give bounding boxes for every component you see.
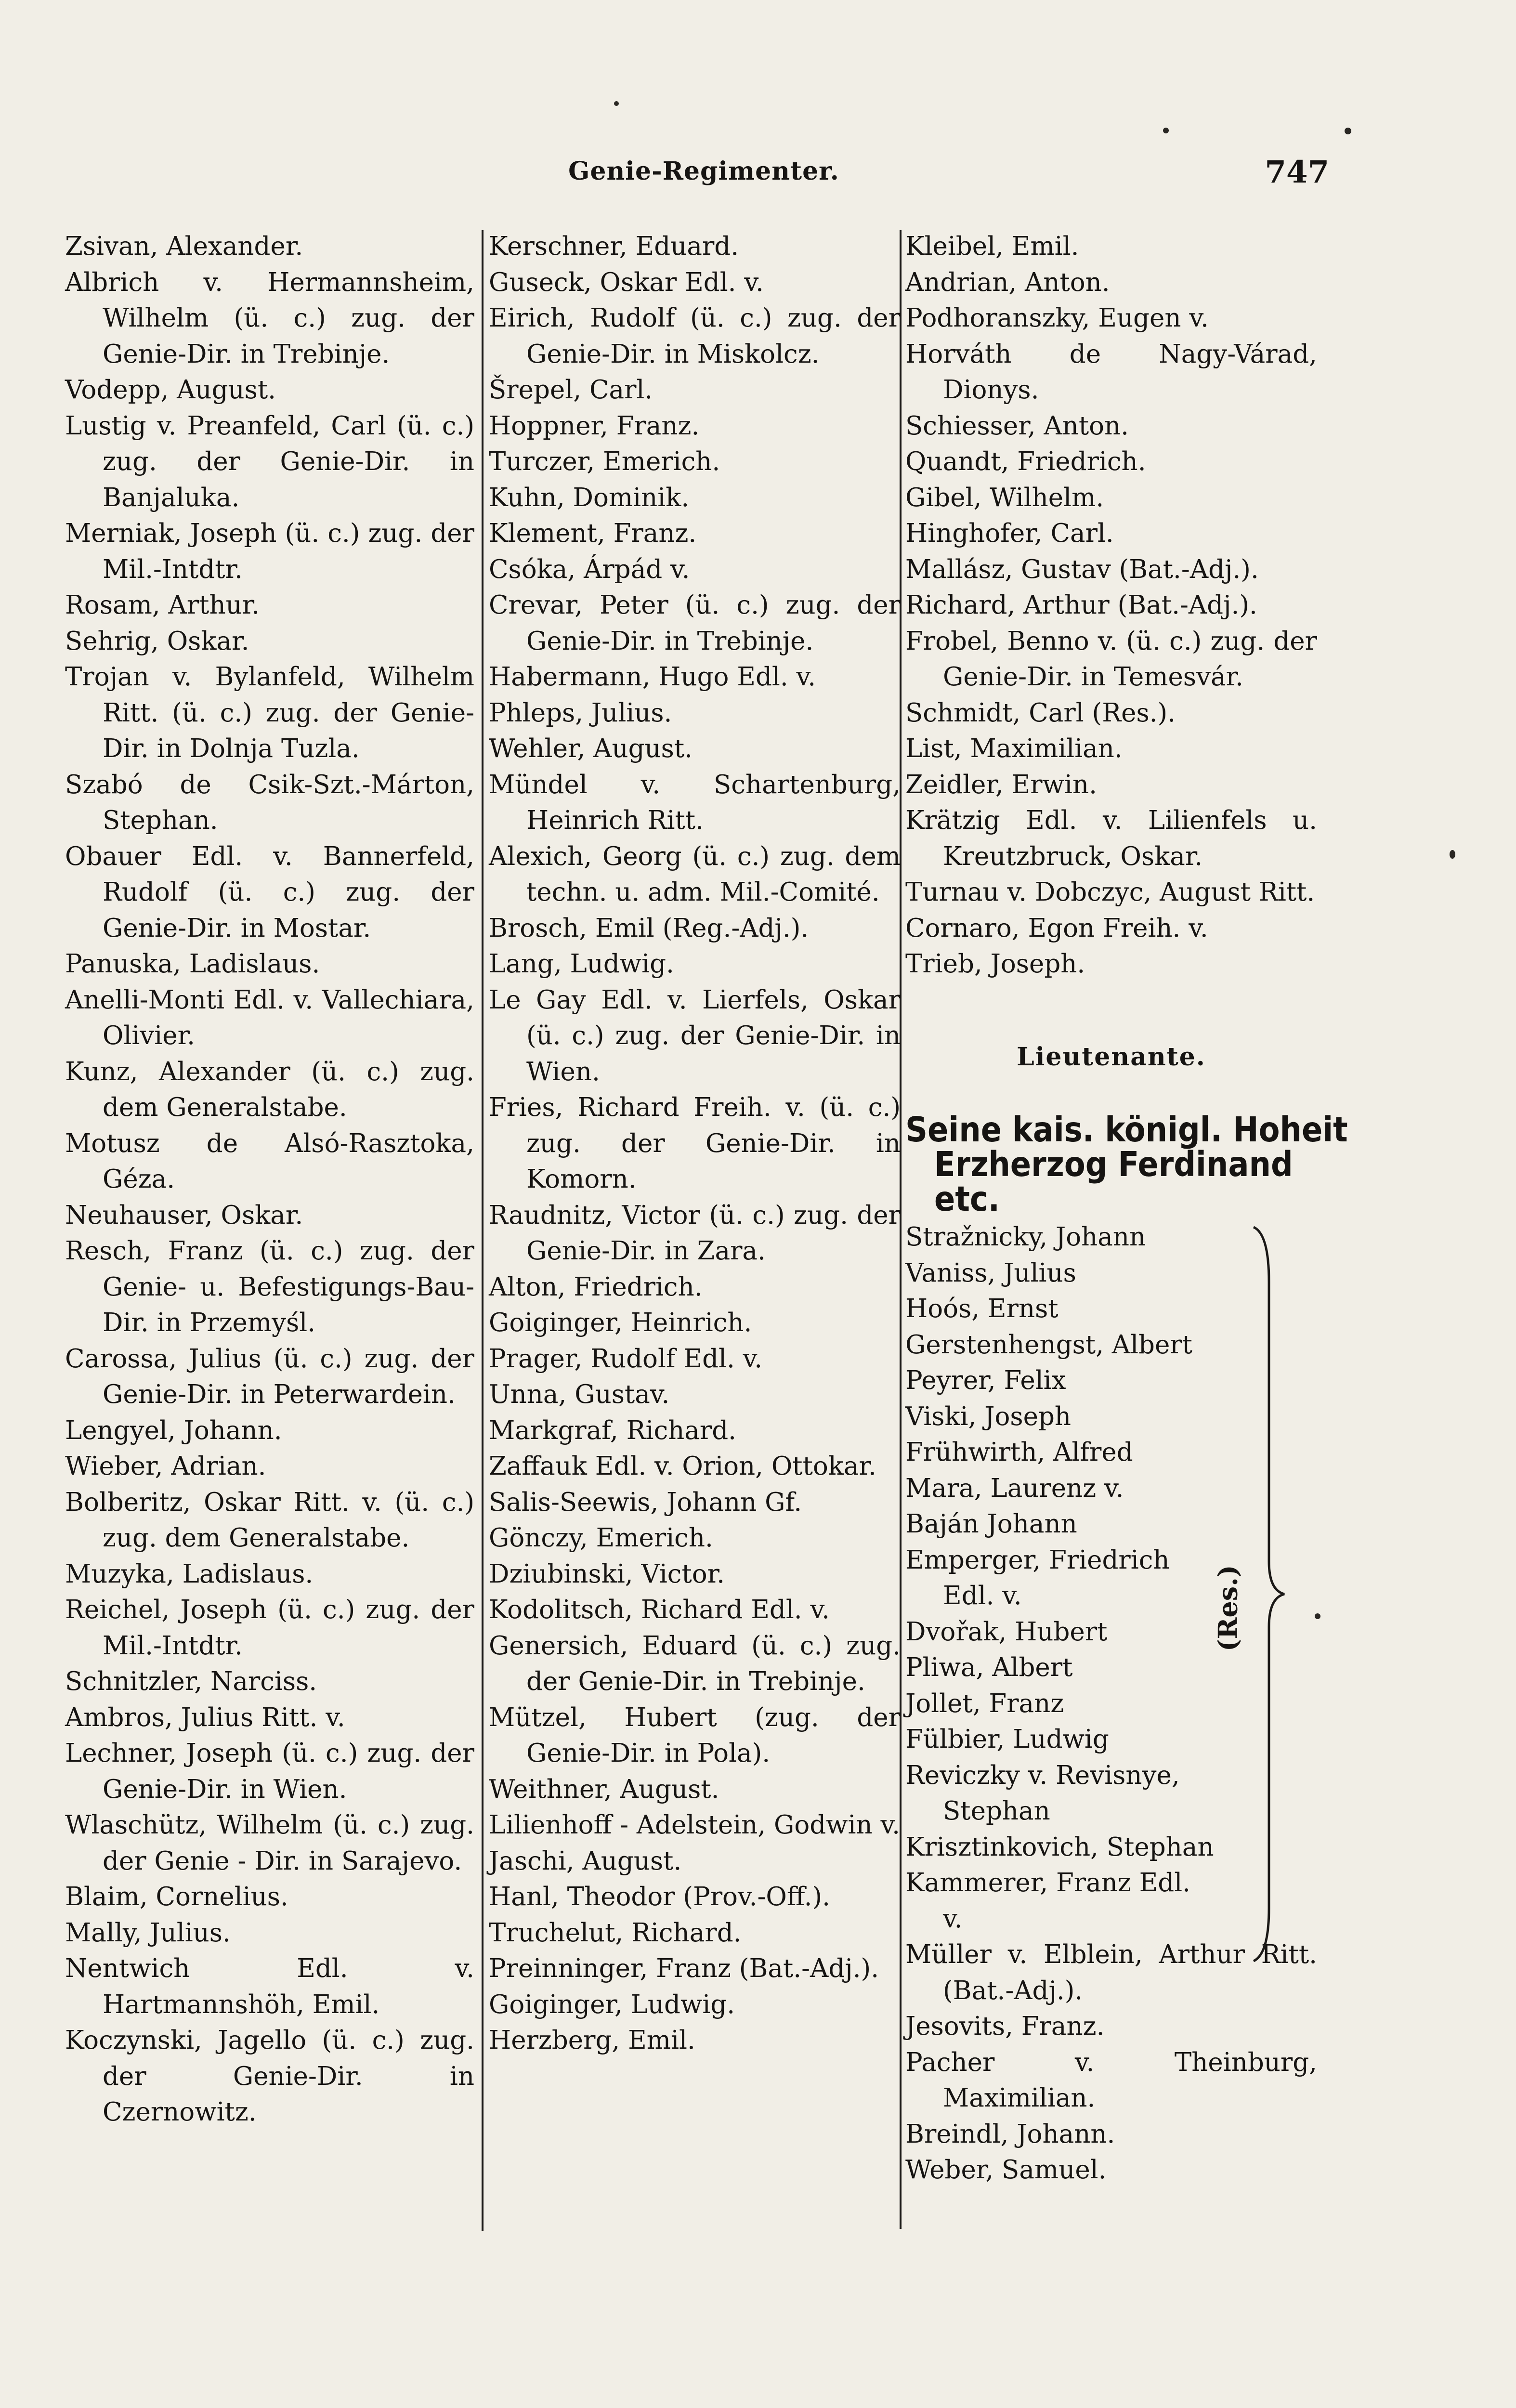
entry: Mallász, Gustav (Bat.-Adj.). (905, 554, 1259, 584)
entry: Eirich, Rudolf (ü. c.) zug. der Genie-Dir. in Miskolcz. (489, 303, 901, 369)
entry: Panuska, Ladislaus. (65, 949, 320, 979)
entry: Baján Johann (905, 1509, 1077, 1539)
entry: Fülbier, Ludwig (905, 1725, 1109, 1754)
entry: Truchelut, Richard. (489, 1918, 742, 1948)
entry: Hinghofer, Carl. (905, 519, 1114, 548)
entry: Preinninger, Franz (Bat.-Adj.). (489, 1954, 879, 1983)
entry: Herzberg, Emil. (489, 2026, 695, 2055)
entry: Resch, Franz (ü. c.) zug. der Genie- u. Befestigungs-Bau-Dir. in Przemyśl. (65, 1236, 474, 1337)
entry: Turnau v. Dobczyc, August Ritt. (905, 877, 1315, 907)
entry: Hoppner, Franz. (489, 411, 700, 441)
entry: Anelli-Monti Edl. v. Vallechiara, Olivier. (65, 985, 474, 1050)
ink-speck (1450, 850, 1455, 859)
ink-speck (1315, 1613, 1320, 1619)
entry: Alton, Friedrich. (489, 1272, 703, 1302)
entry: Csóka, Árpád v. (489, 554, 690, 584)
entry: Gibel, Wilhelm. (905, 483, 1104, 512)
entry: Bolberitz, Oskar Ritt. v. (ü. c.) zug. dem Generalstabe. (65, 1487, 474, 1553)
entry: Pliwa, Albert (905, 1653, 1073, 1682)
running-head-title: Genie-Regimenter. (568, 157, 839, 186)
column-2 (489, 229, 901, 2059)
entry: Jollet, Franz (905, 1688, 1064, 1718)
entry: Wlaschütz, Wilhelm (ü. c.) zug. der Genie - Dir. in Sarajevo. (65, 1810, 474, 1876)
entry: Goiginger, Heinrich. (489, 1308, 752, 1337)
entry: Lilienhoff - Adelstein, Godwin v. (489, 1810, 900, 1840)
entry: Hanl, Theodor (Prov.-Off.). (489, 1882, 830, 1911)
entry: Blaim, Cornelius. (65, 1882, 288, 1911)
entry: Horváth de Nagy-Várad, Dionys. (905, 339, 1317, 405)
entry: Trojan v. Bylanfeld, Wilhelm Ritt. (ü. c.) zug. der Genie-Dir. in Dolnja Tuzla. (65, 662, 474, 763)
royal-entry-line: Seine kais. königl. Hoheit (905, 1110, 1348, 1150)
entry: Goiginger, Ludwig. (489, 1989, 735, 2019)
column-3 (905, 229, 1348, 2188)
entry: Mally, Julius. (65, 1918, 231, 1948)
entry: Weithner, August. (489, 1774, 719, 1804)
entry: Frühwirth, Alfred (905, 1438, 1133, 1467)
entry: Albrich v. Hermannsheim, Wilhelm (ü. c.) zug. der Genie-Dir. in Trebinje. (65, 267, 474, 369)
entry: Lang, Ludwig. (489, 949, 674, 979)
entry: Merniak, Joseph (ü. c.) zug. der Mil.-Intdtr. (65, 519, 474, 584)
entry: Trieb, Joseph. (905, 949, 1085, 979)
entry: Kunz, Alexander (ü. c.) zug. dem Generalstabe. (65, 1057, 474, 1122)
ink-speck (1163, 128, 1169, 133)
entry: Guseck, Oskar Edl. v. (489, 267, 764, 297)
entry: Emperger, Friedrich Edl. v. (905, 1545, 1170, 1610)
entry: Viski, Joseph (905, 1401, 1072, 1431)
entry: Jesovits, Franz. (905, 2012, 1105, 2041)
entry: Szabó de Csik-Szt.-Márton, Stephan. (65, 770, 474, 835)
entry: Schmidt, Carl (Res.). (905, 698, 1176, 728)
entry: Le Gay Edl. v. Lierfels, Oskar (ü. c.) zug. der Genie-Dir. in Wien. (489, 985, 901, 1086)
reserve-brace-icon (1250, 1224, 1288, 1963)
reserve-group (905, 1219, 1317, 1937)
entry: Pacher v. Theinburg, Maximilian. (905, 2047, 1317, 2113)
entry: Lechner, Joseph (ü. c.) zug. der Genie-Dir. in Wien. (65, 1739, 474, 1804)
entry: List, Maximilian. (905, 734, 1123, 763)
royal-entry-line: Erzherzog Ferdinand (934, 1144, 1293, 1184)
entry: Zaffauk Edl. v. Orion, Ottokar. (489, 1452, 876, 1481)
entry: Weber, Samuel. (905, 2155, 1107, 2185)
entry: Crevar, Peter (ü. c.) zug. der Genie-Dir. in Trebinje. (489, 590, 901, 656)
entry: Markgraf, Richard. (489, 1415, 736, 1445)
entry: Wehler, August. (489, 734, 693, 763)
entry: Phleps, Julius. (489, 698, 672, 728)
entry: Muzyka, Ladislaus. (65, 1559, 314, 1589)
entry: Mara, Laurenz v. (905, 1473, 1124, 1503)
entry: Kammerer, Franz Edl. v. (905, 1868, 1191, 1934)
entry: Kuhn, Dominik. (489, 483, 690, 512)
entry: Richard, Arthur (Bat.-Adj.). (905, 590, 1257, 620)
entry: Zeidler, Erwin. (905, 770, 1097, 799)
entry: Nentwich Edl. v. Hartmannshöh, Emil. (65, 1954, 474, 2019)
entry: Quandt, Friedrich. (905, 447, 1146, 476)
entry: Krisztinkovich, Stephan (905, 1832, 1214, 1862)
entry: Raudnitz, Victor (ü. c.) zug. der Genie-Dir. in Zara. (489, 1200, 901, 1266)
entry: Obauer Edl. v. Bannerfeld, Rudolf (ü. c.) zug. der Genie-Dir. in Mostar. (65, 841, 474, 943)
entry: Dvořak, Hubert (905, 1617, 1108, 1647)
entry: Breindl, Johann. (905, 2119, 1115, 2149)
entry: Cornaro, Egon Freih. v. (905, 913, 1208, 943)
entry: Sehrig, Oskar. (65, 626, 249, 656)
entry: Reichel, Joseph (ü. c.) zug. der Mil.-Intdtr. (65, 1595, 474, 1661)
entry: Kleibel, Emil. (905, 232, 1079, 261)
entry: Hoós, Ernst (905, 1294, 1059, 1323)
entry: Brosch, Emil (Reg.-Adj.). (489, 913, 809, 943)
entry: Carossa, Julius (ü. c.) zug. der Genie-Dir. in Peterwardein. (65, 1344, 474, 1409)
royal-entry (905, 1110, 1348, 1219)
entry: Kerschner, Eduard. (489, 232, 739, 261)
column-1 (65, 229, 474, 2131)
entry: Vaniss, Julius (905, 1258, 1076, 1288)
entry: Frobel, Benno v. (ü. c.) zug. der Genie-Dir. in Temesvár. (905, 626, 1317, 692)
royal-entry-line: etc. (934, 1179, 1000, 1219)
entry: Krätzig Edl. v. Lilienfels u. Kreutzbruck, Oskar. (905, 806, 1317, 871)
entry: Turczer, Emerich. (489, 447, 720, 476)
entry: Gerstenhengst, Albert (905, 1330, 1192, 1360)
entry: Genersich, Eduard (ü. c.) zug. der Genie-Dir. in Trebinje. (489, 1631, 901, 1696)
entry: Lustig v. Preanfeld, Carl (ü. c.) zug. der Genie-Dir. in Banjaluka. (65, 411, 474, 512)
entry: Šrepel, Carl. (489, 375, 653, 405)
entry: Lengyel, Johann. (65, 1415, 282, 1445)
entry: Vodepp, August. (65, 375, 276, 405)
entry: Mündel v. Schartenburg, Heinrich Ritt. (489, 770, 901, 835)
entry: Fries, Richard Freih. v. (ü. c.) zug. der Genie-Dir. in Komorn. (489, 1093, 901, 1194)
entry: Unna, Gustav. (489, 1380, 670, 1409)
entry: Klement, Franz. (489, 519, 697, 548)
entry: Müller v. Elblein, Arthur Ritt. (Bat.-Adj.). (905, 1940, 1317, 2005)
entry: Reviczky v. Revisnye, Stephan (905, 1760, 1180, 1826)
ink-speck (614, 101, 619, 106)
entry: Stražnicky, Johann (905, 1222, 1146, 1252)
entry: Neuhauser, Oskar. (65, 1200, 303, 1230)
entry: Habermann, Hugo Edl. v. (489, 662, 816, 692)
entry: Zsivan, Alexander. (65, 232, 303, 261)
entry: Andrian, Anton. (905, 267, 1110, 297)
entry: Schiesser, Anton. (905, 411, 1129, 441)
ink-speck (1345, 128, 1351, 134)
entry: Wieber, Adrian. (65, 1452, 266, 1481)
entry: Mützel, Hubert (zug. der Genie-Dir. in Pola). (489, 1702, 901, 1768)
entry: Peyrer, Felix (905, 1366, 1066, 1395)
entry: Alexich, Georg (ü. c.) zug. dem techn. u. adm. Mil.-Comité. (489, 841, 901, 907)
entry: Dziubinski, Victor. (489, 1559, 725, 1589)
entry: Rosam, Arthur. (65, 590, 260, 620)
entry: Prager, Rudolf Edl. v. (489, 1344, 763, 1374)
entry: Ambros, Julius Ritt. v. (65, 1702, 345, 1732)
entry: Koczynski, Jagello (ü. c.) zug. der Genie-Dir. in Czernowitz. (65, 2026, 474, 2127)
entry: Jaschi, August. (489, 1846, 682, 1876)
section-heading-lieutenants: Lieutenante. (1017, 1042, 1206, 1072)
entry: Podhoranszky, Eugen v. (905, 303, 1209, 333)
entry: Kodolitsch, Richard Edl. v. (489, 1595, 830, 1624)
entry: Schnitzler, Narciss. (65, 1667, 317, 1696)
entry: Motusz de Alsó-Rasztoka, Géza. (65, 1128, 474, 1194)
column-divider-1 (482, 230, 484, 2231)
reserve-label: (Res.) (1212, 1565, 1243, 1652)
page-number: 747 (1265, 154, 1329, 190)
entry: Salis-Seewis, Johann Gf. (489, 1487, 802, 1517)
entry: Gönczy, Emerich. (489, 1523, 713, 1553)
